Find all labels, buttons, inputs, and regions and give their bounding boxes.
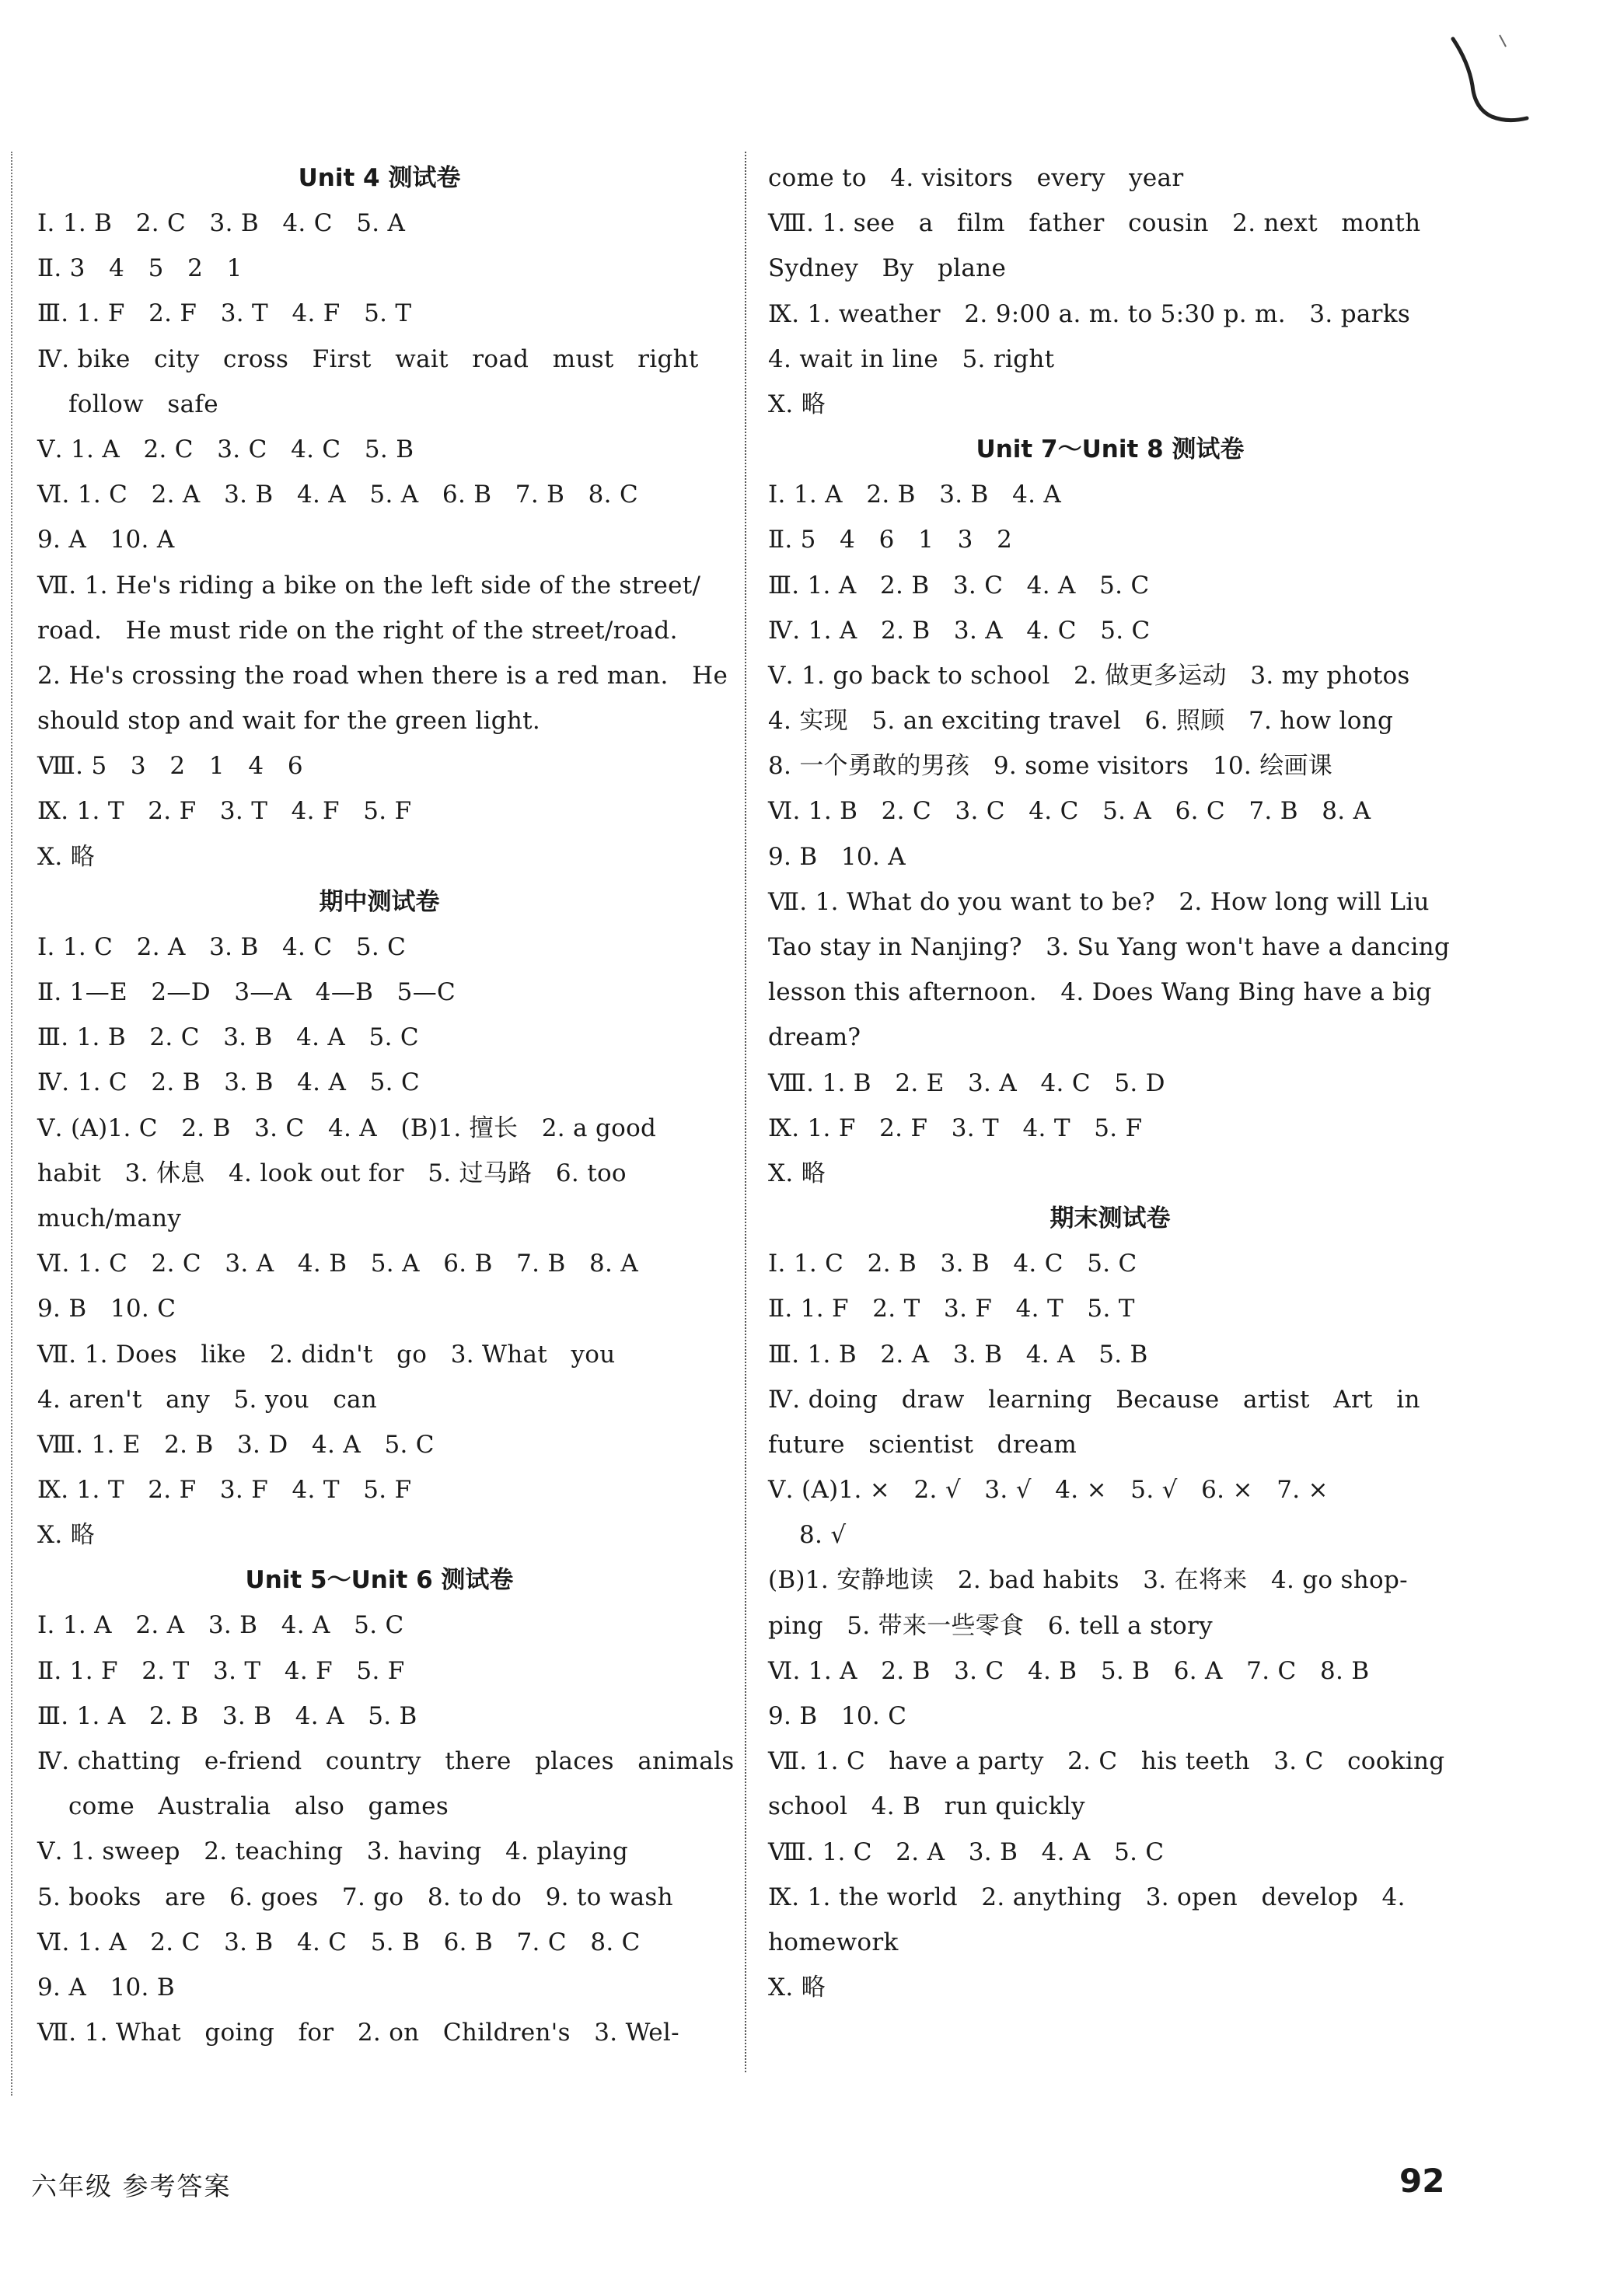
scan-smudge-mark xyxy=(1445,31,1531,140)
answer-line: Ⅹ. 略 xyxy=(37,1521,95,1550)
answer-line: future scientist dream xyxy=(768,1430,1077,1459)
answer-line: Ⅶ. 1. C have a party 2. C his teeth 3. C cooking xyxy=(768,1747,1445,1776)
answer-line: ping 5. 带来一些零食 6. tell a story xyxy=(768,1611,1213,1640)
answer-line: Ⅳ. 1. A 2. B 3. A 4. C 5. C xyxy=(768,616,1151,645)
answer-line: Ⅴ. (A)1. × 2. √ 3. √ 4. × 5. √ 6. × 7. × xyxy=(768,1476,1329,1505)
answer-line: Ⅷ. 5 3 2 1 4 6 xyxy=(37,752,303,781)
answer-line: Ⅲ. 1. B 2. C 3. B 4. A 5. C xyxy=(37,1023,419,1052)
answer-line: Ⅴ. 1. A 2. C 3. C 4. C 5. B xyxy=(37,435,414,463)
answer-line: Ⅳ. chatting e-friend country there places animals xyxy=(37,1747,735,1775)
answer-line: Ⅴ. (A)1. C 2. B 3. C 4. A (B)1. 擅长 2. a good xyxy=(37,1114,657,1142)
answer-line: Ⅰ. 1. A 2. A 3. B 4. A 5. C xyxy=(37,1611,404,1640)
answer-line: homework xyxy=(768,1928,899,1956)
answer-line: lesson this afternoon. 4. Does Wang Bing have a big xyxy=(768,978,1432,1007)
answer-line: Ⅶ. 1. He's riding a bike on the left side of the street/ xyxy=(37,571,701,600)
answer-line: 9. A 10. B xyxy=(37,1973,175,2002)
left-column xyxy=(37,156,735,2055)
answer-line: Ⅱ. 5 4 6 1 3 2 xyxy=(768,526,1013,554)
answer-line: Ⅸ. 1. the world 2. anything 3. open develop 4. xyxy=(768,1883,1406,1911)
answer-line: Ⅵ. 1. C 2. C 3. A 4. B 5. A 6. B 7. B 8. A xyxy=(37,1250,639,1278)
answer-line: 9. B 10. C xyxy=(37,1295,176,1323)
answer-line: Ⅰ. 1. B 2. C 3. B 4. C 5. A xyxy=(37,209,406,237)
answer-line: 9. B 10. A xyxy=(768,842,906,871)
answer-line: much/many xyxy=(37,1204,182,1232)
column-divider xyxy=(745,152,746,2072)
answer-line: 2. He's crossing the road when there is a red man. He xyxy=(37,661,728,690)
answer-line: Ⅶ. 1. Does like 2. didn't go 3. What you xyxy=(37,1340,616,1369)
section-title: Unit 5～Unit 6 测试卷 xyxy=(245,1566,514,1595)
answer-line: Ⅵ. 1. C 2. A 3. B 4. A 5. A 6. B 7. B 8. C xyxy=(37,481,639,509)
answer-line: Ⅰ. 1. C 2. A 3. B 4. C 5. C xyxy=(37,932,407,961)
answer-line: Ⅲ. 1. F 2. F 3. T 4. F 5. T xyxy=(37,299,412,328)
answer-line: Tao stay in Nanjing? 3. Su Yang won't have a dancing xyxy=(768,933,1451,961)
answer-line: Ⅷ. 1. see a film father cousin 2. next month xyxy=(768,209,1421,238)
answer-line: 8. √ xyxy=(799,1521,847,1550)
answer-line: Ⅵ. 1. A 2. C 3. B 4. C 5. B 6. B 7. C 8. C xyxy=(37,1928,641,1956)
answer-line: come to 4. visitors every year xyxy=(768,164,1184,192)
answer-line: Ⅹ. 略 xyxy=(768,390,826,418)
section-title: 期中测试卷 xyxy=(319,887,440,916)
answer-line: Ⅸ. 1. F 2. F 3. T 4. T 5. F xyxy=(768,1114,1143,1142)
answer-line: Ⅷ. 1. B 2. E 3. A 4. C 5. D xyxy=(768,1068,1165,1097)
answer-line: Sydney By plane xyxy=(768,254,1007,283)
answer-line: Ⅲ. 1. B 2. A 3. B 4. A 5. B xyxy=(768,1340,1148,1369)
answer-line: 5. books are 6. goes 7. go 8. to do 9. to wash xyxy=(37,1883,673,1911)
answer-line: (B)1. 安静地读 2. bad habits 3. 在将来 4. go shop- xyxy=(768,1566,1408,1595)
section-title: Unit 4 测试卷 xyxy=(298,164,461,192)
answer-line: Ⅲ. 1. A 2. B 3. C 4. A 5. C xyxy=(768,571,1150,600)
answer-line: dream? xyxy=(768,1023,861,1052)
answer-line: 4. 实现 5. an exciting travel 6. 照顾 7. how long xyxy=(768,707,1394,736)
answer-line: follow safe xyxy=(68,390,218,418)
answer-line: Ⅸ. 1. T 2. F 3. F 4. T 5. F xyxy=(37,1476,412,1505)
section-title: 期末测试卷 xyxy=(1049,1204,1171,1233)
answer-line: Ⅰ. 1. C 2. B 3. B 4. C 5. C xyxy=(768,1250,1137,1278)
answer-line: Ⅲ. 1. A 2. B 3. B 4. A 5. B xyxy=(37,1701,417,1730)
answer-line: Ⅷ. 1. E 2. B 3. D 4. A 5. C xyxy=(37,1430,435,1459)
answer-line: habit 3. 休息 4. look out for 5. 过马路 6. too xyxy=(37,1159,627,1187)
page-number: 92 xyxy=(1399,2162,1445,2200)
answer-line: come Australia also games xyxy=(68,1792,449,1821)
answer-line: 4. wait in line 5. right xyxy=(768,344,1055,373)
answer-line: Ⅵ. 1. A 2. B 3. C 4. B 5. B 6. A 7. C 8. B xyxy=(768,1656,1370,1685)
answer-line: 9. A 10. A xyxy=(37,526,175,554)
answer-line: Ⅶ. 1. What going for 2. on Children's 3. Wel- xyxy=(37,2019,679,2047)
answer-line: Ⅹ. 略 xyxy=(37,842,95,871)
footer-label: 六年级 参考答案 xyxy=(31,2171,232,2201)
answer-line: Ⅵ. 1. B 2. C 3. C 4. C 5. A 6. C 7. B 8. A xyxy=(768,797,1371,826)
answer-line: should stop and wait for the green light. xyxy=(37,707,541,736)
answer-line: Ⅸ. 1. T 2. F 3. T 4. F 5. F xyxy=(37,797,412,826)
answer-line: Ⅳ. doing draw learning Because artist Art in xyxy=(768,1385,1420,1414)
right-column xyxy=(768,156,1452,2010)
answer-line: Ⅴ. 1. sweep 2. teaching 3. having 4. playing xyxy=(37,1837,628,1866)
answer-line: 4. aren't any 5. you can xyxy=(37,1385,378,1414)
answer-line: Ⅳ. 1. C 2. B 3. B 4. A 5. C xyxy=(37,1068,420,1097)
section-title: Unit 7～Unit 8 测试卷 xyxy=(976,435,1245,464)
answer-line: Ⅱ. 1. F 2. T 3. F 4. T 5. T xyxy=(768,1295,1135,1323)
answer-line: Ⅶ. 1. What do you want to be? 2. How long will Liu xyxy=(768,887,1430,916)
answer-line: 8. 一个勇敢的男孩 9. some visitors 10. 绘画课 xyxy=(768,752,1333,781)
answer-line: Ⅹ. 略 xyxy=(768,1159,826,1187)
answer-line: Ⅷ. 1. C 2. A 3. B 4. A 5. C xyxy=(768,1837,1165,1866)
answer-line: Ⅸ. 1. weather 2. 9:00 a. m. to 5:30 p. m. 3. parks xyxy=(768,299,1411,328)
answer-line: Ⅹ. 略 xyxy=(768,1974,826,2002)
answer-line: 9. B 10. C xyxy=(768,1702,907,1730)
answer-line: Ⅱ. 1—E 2—D 3—A 4—B 5—C xyxy=(37,978,456,1006)
answer-line: Ⅰ. 1. A 2. B 3. B 4. A xyxy=(768,481,1062,509)
answer-line: Ⅱ. 1. F 2. T 3. T 4. F 5. F xyxy=(37,1656,405,1685)
answer-line: Ⅴ. 1. go back to school 2. 做更多运动 3. my photos xyxy=(768,661,1410,690)
answer-line: school 4. B run quickly xyxy=(768,1792,1085,1821)
answer-line: Ⅱ. 3 4 5 2 1 xyxy=(37,254,243,283)
left-margin-dotted-line xyxy=(11,152,12,2096)
answer-line: Ⅳ. bike city cross First wait road must right xyxy=(37,344,699,373)
answer-line: road. He must ride on the right of the street/road. xyxy=(37,616,678,645)
